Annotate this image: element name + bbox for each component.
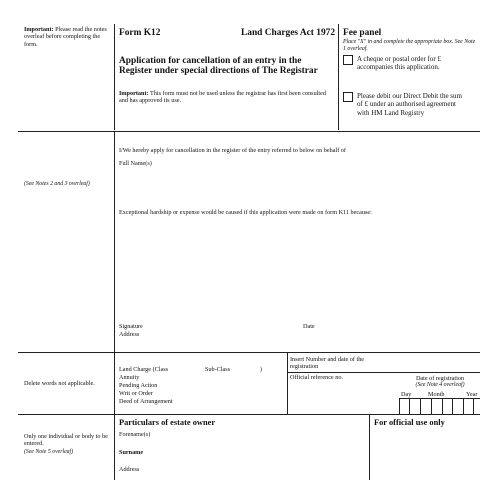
year-label: Year (466, 391, 478, 398)
estate-address-label: Address (119, 466, 140, 473)
date-box-divider (473, 398, 474, 414)
pending-action-label: Pending Action (119, 382, 158, 389)
form-left-rule (114, 131, 115, 480)
important-note-label: Important: (24, 26, 54, 33)
see-notes-2-3: (See Notes 2 and 3 overleaf) (24, 181, 90, 187)
important-note (24, 26, 110, 48)
form-number: Form K12 (119, 28, 161, 38)
date-box-divider (431, 398, 432, 414)
sub-class-label: Sub-Class (205, 366, 231, 373)
fee-panel-instruction: Place "X" in and complete the appropriate box. See Note 1 overleaf. (343, 39, 476, 52)
date-box-divider (399, 398, 400, 414)
fee-panel-title: Fee panel (343, 28, 382, 38)
surname-label: Surname (119, 449, 144, 456)
official-use-left-rule (369, 414, 370, 480)
direct-debit-option-label: Please debit our Direct Debit the sum of £ under an authorised agreement with HM Land Registry (357, 92, 462, 117)
date-box-divider (452, 398, 453, 414)
header-left-rule (114, 24, 115, 130)
deed-label: Deed of Arrangement (119, 398, 173, 405)
month-label: Month (428, 391, 445, 398)
annuity-label: Annuity (119, 374, 140, 381)
application-intro: I/We hereby apply for cancellation in the register of the entry referred to below on behalf of (119, 147, 346, 154)
date-box-divider (409, 398, 410, 414)
insert-number-label: Insert Number and date of the registration (290, 356, 365, 371)
date-box-divider (463, 398, 464, 414)
cheque-option-label: A cheque or postal order for £ accompanies this application. (357, 55, 441, 72)
full-names-label: Full Name(s) (119, 160, 152, 167)
only-one-note: Only one individual or body to be entered. (24, 433, 108, 448)
address-label: Address (119, 331, 140, 338)
estate-owner-title: Particulars of estate owner (119, 418, 216, 427)
form-title: Application for cancellation of an entry in the Register under special directions of The Registrar (119, 56, 318, 77)
header-important (119, 90, 333, 105)
act-title: Land Charges Act 1972 (241, 28, 336, 38)
writ-order-label: Writ or Order (119, 390, 153, 397)
important-note-text: Please read the notes overleaf before completing the form. (24, 26, 107, 48)
header-important-text: This form must not be used unless the registrar has first been consulted and has approved its use. (119, 90, 326, 105)
signature-label: Signature (119, 323, 143, 330)
date-of-registration-label: Date of registration (415, 375, 465, 382)
day-label: Day (401, 391, 412, 398)
charge-bottom-rule (18, 414, 480, 415)
see-note-4: (See Note 4 overleaf) (415, 382, 465, 388)
date-box-divider (420, 398, 421, 414)
hardship-label: Exceptional hardship or expense would be caused if this application were made on form K11 because: (119, 209, 372, 216)
sub-class-close: ) (260, 366, 263, 373)
date-label: Date (303, 323, 315, 330)
official-use-title: For official use only (374, 418, 445, 427)
direct-debit-checkbox[interactable] (343, 92, 353, 102)
official-reference-label: Official reference no. (290, 374, 343, 381)
charge-divider-rule (287, 352, 288, 414)
see-note-5: (See Note 5 overleaf) (24, 449, 74, 455)
application-bottom-rule (18, 352, 480, 353)
fee-panel-left-rule (338, 24, 339, 130)
cheque-checkbox[interactable] (343, 55, 353, 65)
land-charge-label: Land Charge (Class (119, 366, 169, 373)
registration-header-rule (287, 372, 480, 373)
date-box-divider (442, 398, 443, 414)
header-bottom-rule (18, 131, 480, 132)
header-important-label: Important: (119, 90, 149, 97)
delete-words-note: Delete words not applicable. (24, 380, 95, 387)
forenames-label: Forename(s) (119, 431, 151, 438)
